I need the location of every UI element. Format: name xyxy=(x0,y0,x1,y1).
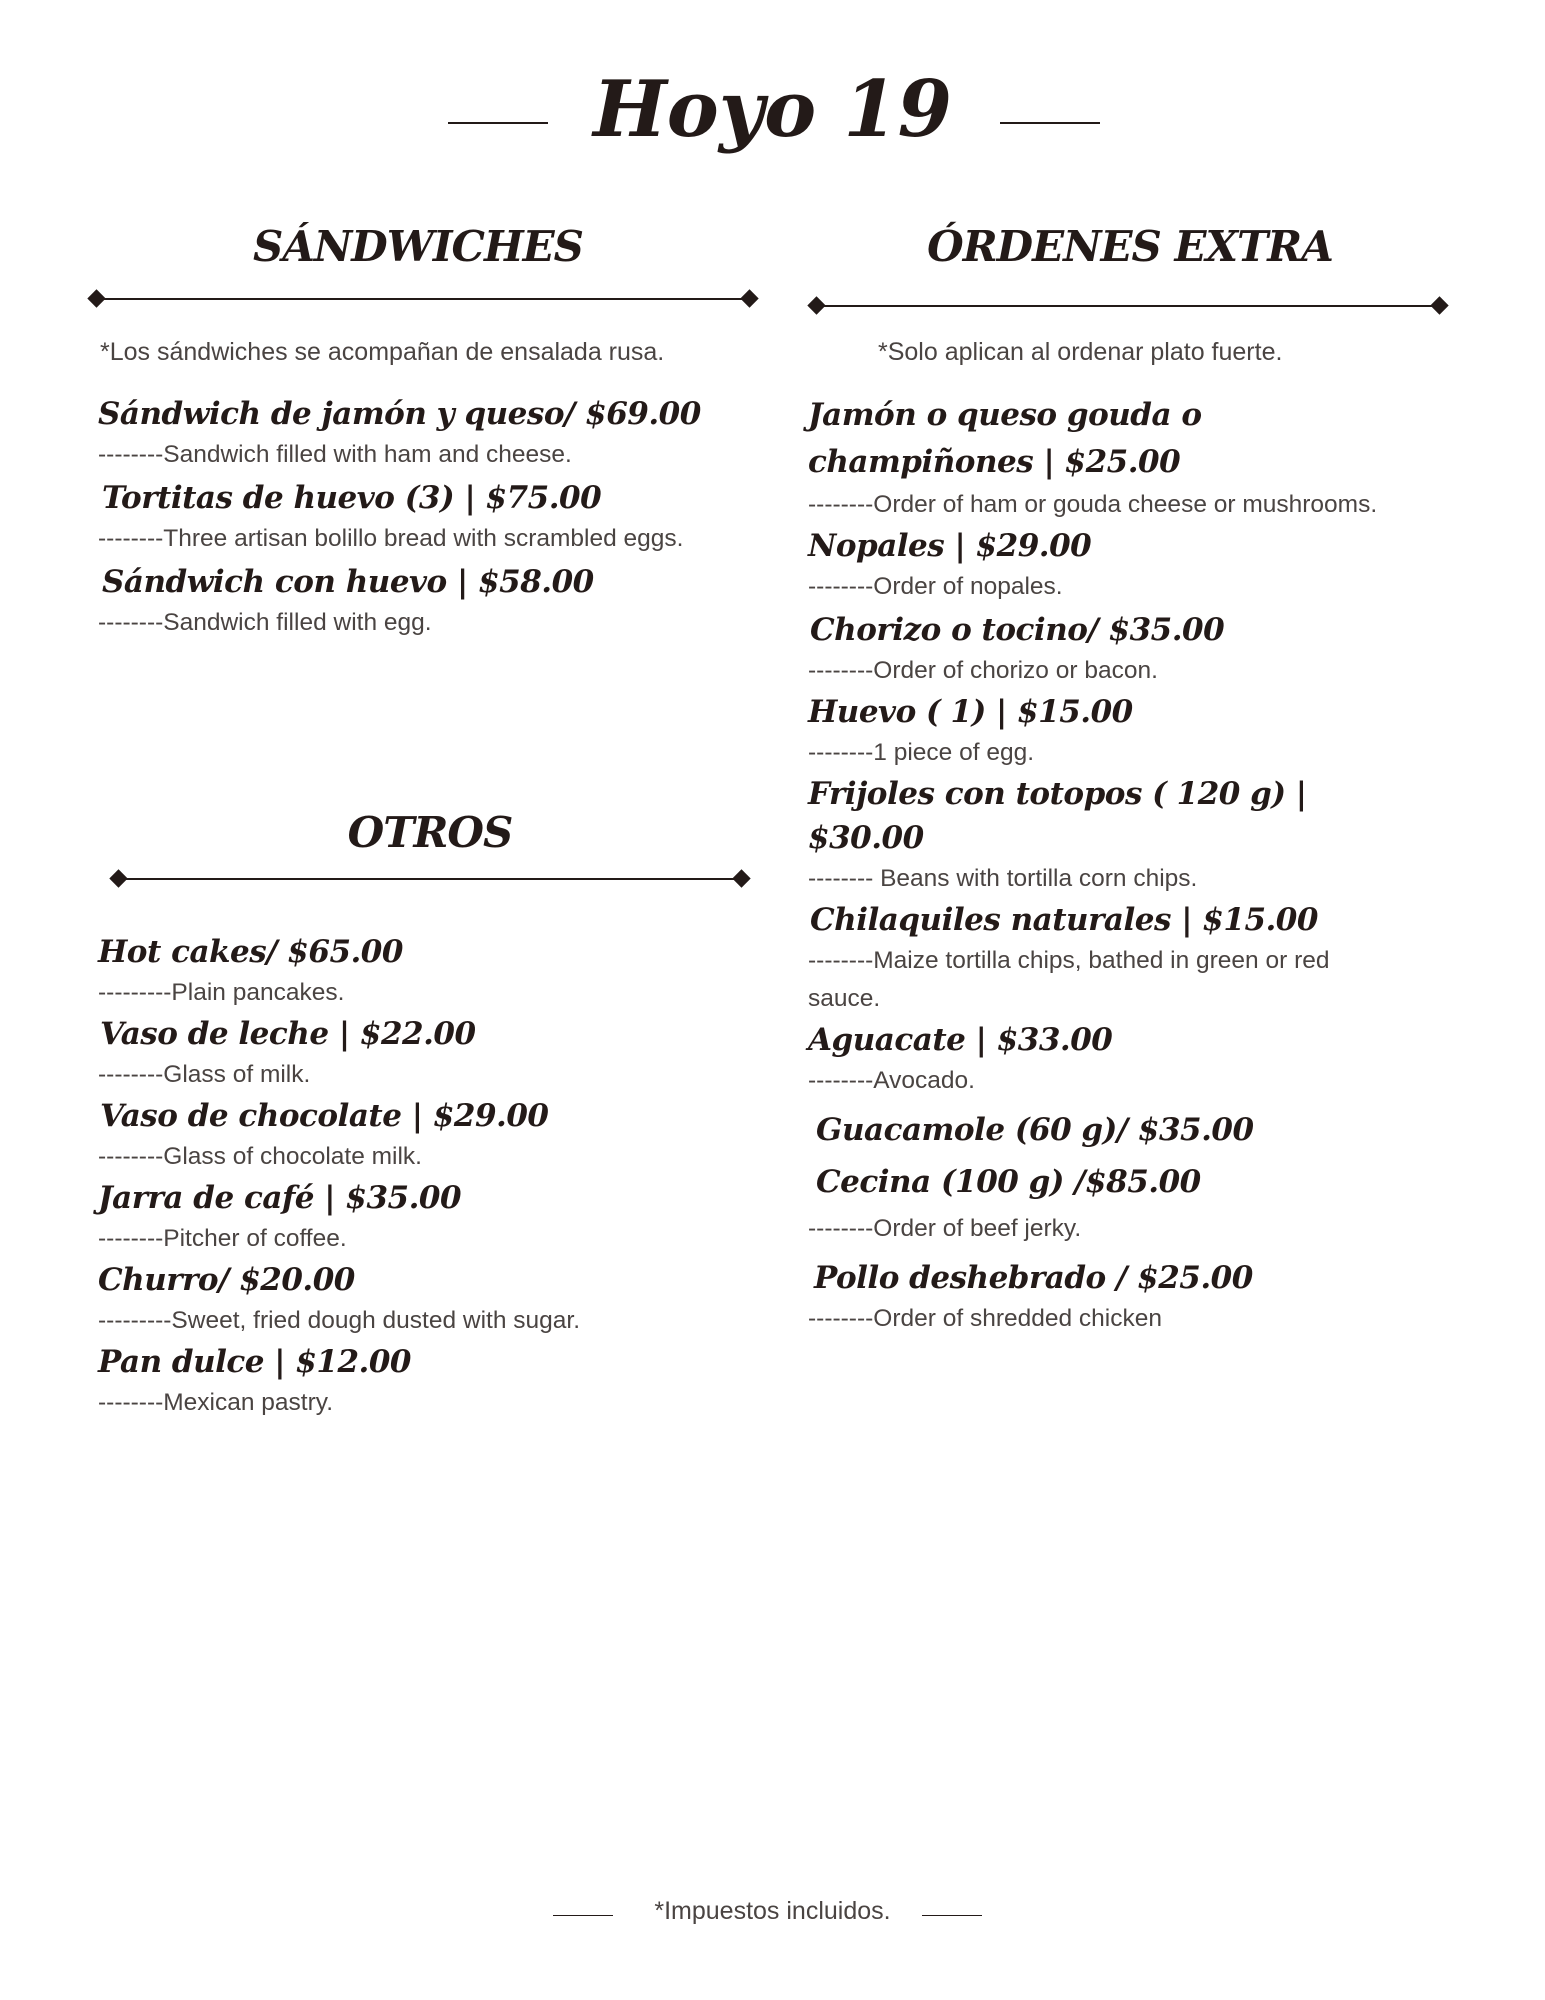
list-item xyxy=(808,1108,1408,1152)
item-name: Chilaquiles naturales | $15.00 xyxy=(810,902,1318,938)
item-name: Tortitas de huevo (3) | $75.00 xyxy=(102,480,602,516)
extras-divider xyxy=(808,297,1448,315)
item-desc: --------Three artisan bolillo bread with scrambled eggs. xyxy=(98,525,684,552)
item-desc: --------Order of beef jerky. xyxy=(808,1215,1082,1242)
diamond-icon xyxy=(109,869,127,887)
item-name: Hot cakes/ $65.00 xyxy=(98,934,403,970)
diamond-icon xyxy=(87,289,105,307)
otros-divider xyxy=(110,870,750,888)
item-name: Churro/ $20.00 xyxy=(98,1262,355,1298)
diamond-icon xyxy=(740,289,758,307)
item-desc: --------Glass of milk. xyxy=(98,1061,311,1088)
list-item xyxy=(808,1018,1408,1100)
sandwiches-heading: SÁNDWICHES xyxy=(253,222,583,271)
item-desc: --------Order of shredded chicken xyxy=(808,1305,1162,1332)
list-item xyxy=(98,1258,758,1340)
item-desc: --------1 piece of egg. xyxy=(808,739,1035,766)
sandwiches-divider xyxy=(88,290,758,308)
list-item xyxy=(808,898,1408,1018)
item-name: Chorizo o tocino/ $35.00 xyxy=(810,612,1225,648)
diamond-icon xyxy=(732,869,750,887)
item-name: Sándwich con huevo | $58.00 xyxy=(102,564,594,600)
list-item xyxy=(98,930,758,1012)
list-item xyxy=(98,560,758,642)
footer-note: *Impuestos incluidos. xyxy=(654,1897,891,1925)
item-desc: ---------Sweet, fried dough dusted with sugar. xyxy=(98,1307,581,1334)
item-desc: ---------Plain pancakes. xyxy=(98,979,345,1006)
page-title: Hoyo 19 xyxy=(593,64,952,155)
item-desc: --------Pitcher of coffee. xyxy=(98,1225,347,1252)
item-name: Cecina (100 g) /$85.00 xyxy=(816,1164,1201,1200)
item-name: Guacamole (60 g)/ $35.00 xyxy=(816,1112,1254,1148)
diamond-icon xyxy=(1430,296,1448,314)
item-desc: --------Avocado. xyxy=(808,1067,975,1094)
item-name: Frijoles con totopos ( 120 g) | $30.00 xyxy=(808,776,1307,856)
sandwiches-note: *Los sándwiches se acompañan de ensalada rusa. xyxy=(100,338,665,366)
item-name: Vaso de leche | $22.00 xyxy=(100,1016,476,1052)
list-item xyxy=(808,690,1408,772)
item-desc: -------- Beans with tortilla corn chips. xyxy=(808,865,1198,892)
list-item xyxy=(98,1012,758,1094)
list-item xyxy=(98,476,758,558)
extras-list xyxy=(808,392,1408,1338)
item-desc: --------Order of nopales. xyxy=(808,573,1063,600)
item-name: Pan dulce | $12.00 xyxy=(98,1344,411,1380)
sandwiches-list xyxy=(98,392,758,642)
item-desc: --------Mexican pastry. xyxy=(98,1389,334,1416)
item-name: Sándwich de jamón y queso/ $69.00 xyxy=(98,396,701,432)
otros-list xyxy=(98,930,758,1422)
list-item xyxy=(98,392,758,474)
item-name: Jamón o queso gouda o champiñones | $25.00 xyxy=(808,397,1202,480)
item-desc: --------Sandwich filled with ham and cheese. xyxy=(98,441,572,468)
footer-rule-right xyxy=(922,1915,982,1916)
item-name: Jarra de café | $35.00 xyxy=(98,1180,462,1216)
list-item xyxy=(808,1160,1408,1248)
title-rule-right xyxy=(1000,122,1100,124)
list-item xyxy=(808,524,1408,606)
item-desc: --------Glass of chocolate milk. xyxy=(98,1143,422,1170)
list-item xyxy=(98,1176,758,1258)
extras-heading: ÓRDENES EXTRA xyxy=(927,222,1333,271)
item-name: Pollo deshebrado / $25.00 xyxy=(814,1260,1253,1296)
item-name: Aguacate | $33.00 xyxy=(808,1022,1113,1058)
diamond-icon xyxy=(807,296,825,314)
item-name: Huevo ( 1) | $15.00 xyxy=(808,694,1133,730)
list-item xyxy=(808,392,1408,524)
list-item xyxy=(98,1340,758,1422)
list-item xyxy=(98,1094,758,1176)
list-item xyxy=(808,1256,1408,1338)
item-desc: --------Order of ham or gouda cheese or mushrooms. xyxy=(808,491,1378,518)
item-desc: --------Sandwich filled with egg. xyxy=(98,609,432,636)
list-item xyxy=(808,772,1408,898)
item-name: Nopales | $29.00 xyxy=(808,528,1092,564)
list-item xyxy=(808,608,1408,690)
extras-note: *Solo aplican al ordenar plato fuerte. xyxy=(878,338,1283,366)
item-desc: --------Maize tortilla chips, bathed in green or red sauce. xyxy=(808,947,1330,1012)
item-name: Vaso de chocolate | $29.00 xyxy=(100,1098,549,1134)
item-desc: --------Order of chorizo or bacon. xyxy=(808,657,1158,684)
otros-heading: OTROS xyxy=(347,808,513,857)
